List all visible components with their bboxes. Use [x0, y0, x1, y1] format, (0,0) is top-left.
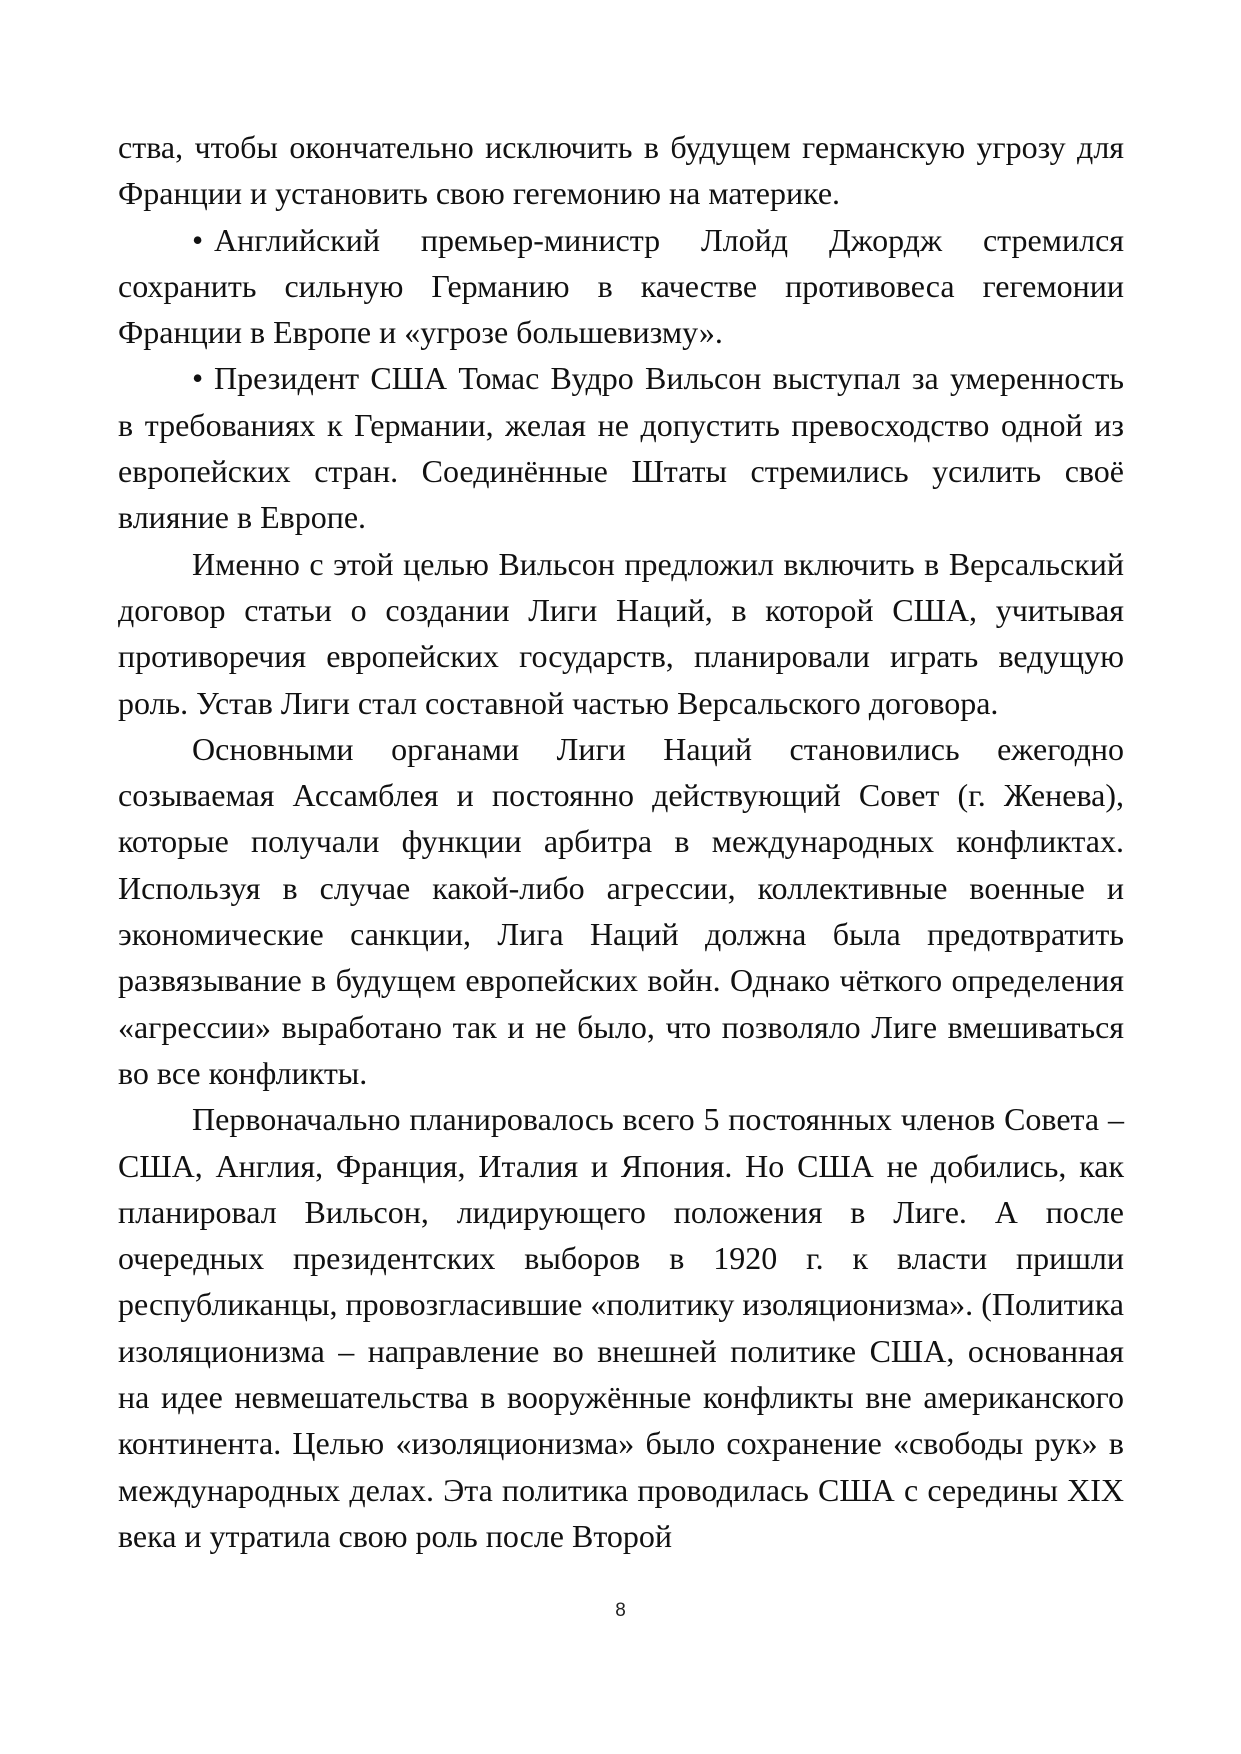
page-body [118, 124, 1124, 1559]
bullet-icon: • [192, 360, 204, 397]
paragraph-league-organs: Основными органами Лиги Наций становились ежегодно созываемая Ассамблея и постоянно действующий Совет (г. Женева), которые получали функции арбитра в международных конфликтах. Используя в случае какой-либо агрессии, коллективные военные и экономические санкции, Лига Наций должна была предотвратить развязывание в будущем европейских войн. Однако чёткого определения «агрессии» выработано так и не было, что позволяло Лиге вмешиваться во все конфликты. [118, 730, 1124, 1091]
bullet-item-lloyd-george [118, 217, 1124, 356]
bullet-item-text: Президент США Томас Вудро Вильсон выступал за умеренность в требованиях к Германии, желая не допустить превосходство одной из европейских стран. Соединённые Штаты стремились усилить своё влияние в Европе. [118, 360, 1124, 536]
paragraph-continuation: ства, чтобы окончательно исключить в будущем германскую угрозу для Франции и установить свою гегемонию на материке. [118, 129, 1124, 212]
paragraph-league-creation: Именно с этой целью Вильсон предложил включить в Версальский договор статьи о создании Лиги Наций, в которой США, учитывая противоречия европейских государств, планировали играть ведущую роль. Устав Лиги стал составной частью Версальского договора. [118, 545, 1124, 721]
bullet-item-wilson [118, 355, 1124, 540]
page-number: 8 [615, 1600, 626, 1621]
bullet-item-text: Английский премьер-министр Ллойд Джордж стремился сохранить сильную Германию в качестве противовеса гегемонии Франции в Европе и «угрозе большевизму». [118, 221, 1124, 351]
bullet-icon: • [192, 221, 204, 258]
paragraph-council-members: Первоначально планировалось всего 5 постоянных членов Совета – США, Англия, Франция, Италия и Япония. Но США не добились, как планировал Вильсон, лидирующего положения в Лиге. А после очередных президентских выборов в 1920 г. к власти пришли республиканцы, провозгласившие «политику изоляционизма». (Политика изоляционизма – направление во внешней политике США, основанная на идее невмешательства в вооружённые конфликты вне американского континента. Целью «изоляционизма» было сохранение «свободы рук» в международных делах. Эта политика проводилась США с середины XIX века и утратила свою роль после Второй [118, 1101, 1124, 1554]
